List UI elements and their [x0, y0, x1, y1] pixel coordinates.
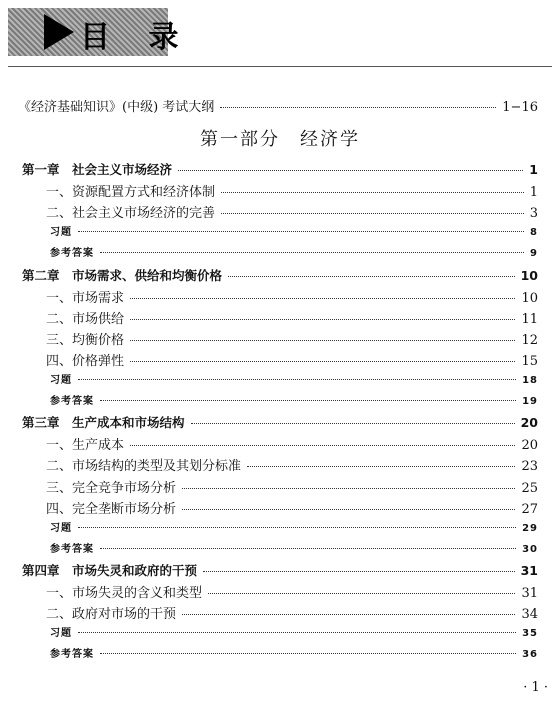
leader-dots: [130, 361, 515, 362]
toc-label: 二、社会主义市场经济的完善: [46, 206, 216, 222]
toc-entry-small: [50, 223, 538, 238]
leader-dots: [191, 423, 515, 424]
leader-dots: [228, 276, 515, 277]
toc-entry-section: [46, 434, 538, 453]
leader-dots: [182, 509, 515, 510]
toc-page: 31: [520, 562, 538, 578]
toc-entry-section: [46, 477, 538, 496]
leader-dots: [182, 614, 515, 615]
leader-dots: [247, 466, 515, 467]
leader-dots: [203, 571, 515, 572]
toc-label: 参考答案: [50, 649, 94, 661]
toc-entry-small: [50, 540, 538, 555]
toc-page: 20: [521, 438, 538, 454]
toc-page: 31: [521, 586, 538, 601]
toc-label: 第二章 市场需求、供给和均衡价格: [22, 267, 223, 283]
leader-dots: [78, 379, 516, 380]
toc-page: 18: [522, 375, 538, 386]
toc-entry-section: [46, 498, 538, 517]
leader-dots: [78, 527, 516, 528]
leader-dots: [130, 340, 515, 341]
leader-dots: [220, 107, 496, 108]
toc-label: 第三章 生产成本和市场结构: [22, 415, 185, 431]
part-title: 第一部分 经济学: [200, 129, 360, 150]
toc-entry-chapter: [22, 160, 538, 178]
toc-page: 3: [529, 206, 538, 222]
leader-dots: [130, 298, 515, 299]
toc-page: 12: [521, 332, 538, 348]
toc-page: 1: [529, 185, 538, 201]
toc-page: 36: [522, 649, 538, 661]
toc-entry-small: [50, 392, 538, 407]
toc-entry-chapter: [22, 266, 538, 284]
toc-page: 15: [521, 353, 538, 369]
leader-dots: [130, 319, 515, 320]
toc-page: 30: [522, 543, 538, 555]
toc-label: 一、资源配置方式和经济体制: [46, 185, 216, 201]
toc-entry-small: [50, 519, 538, 534]
toc-page: 34: [521, 607, 538, 623]
toc-page: 20: [520, 415, 538, 431]
toc-entry-chapter: [22, 561, 538, 579]
toc-label: 参考答案: [50, 543, 94, 555]
toc-entry-section: [46, 582, 538, 601]
toc-entry-small: [50, 244, 538, 259]
toc-label: 二、政府对市场的干预: [46, 607, 177, 623]
toc-label: 习题: [50, 522, 72, 534]
leader-dots: [100, 548, 516, 549]
toc-entry-chapter: [22, 413, 538, 431]
toc-label: 一、市场需求: [46, 290, 125, 306]
toc-entry-section: [46, 181, 538, 200]
header-rule: [8, 66, 552, 67]
toc-page: 1: [529, 162, 538, 177]
page-title: 目 录: [80, 20, 193, 55]
toc-label: 一、市场失灵的含义和类型: [46, 586, 203, 601]
exam-outline-entry: [18, 96, 538, 115]
toc-label: 习题: [50, 628, 72, 640]
toc-page: 10: [520, 267, 538, 283]
leader-dots: [221, 213, 524, 214]
toc-entry-small: [50, 371, 538, 386]
toc-page: 23: [521, 459, 538, 475]
leader-dots: [182, 488, 515, 489]
toc-page: 25: [521, 480, 538, 496]
toc-entry-section: [46, 329, 538, 348]
toc-entry-section: [46, 202, 538, 221]
toc-entry-section: [46, 455, 538, 474]
leader-dots: [100, 252, 524, 253]
toc-label: 二、市场供给: [46, 311, 125, 327]
toc-label: 三、均衡价格: [46, 332, 125, 348]
toc-page: 29: [522, 522, 538, 534]
toc-page: 19: [522, 396, 538, 408]
toc-label: 第一章 社会主义市场经济: [22, 162, 173, 177]
toc-label: 三、完全竞争市场分析: [46, 480, 177, 496]
toc-label: 第四章 市场失灵和政府的干预: [22, 562, 198, 578]
toc-label: 《经济基础知识》(中级) 考试大纲: [18, 100, 215, 115]
toc-label: 一、生产成本: [46, 438, 125, 454]
toc-entry-section: [46, 308, 538, 327]
toc-entry-section: [46, 603, 538, 622]
leader-dots: [100, 400, 516, 401]
toc-entry-small: [50, 645, 538, 660]
toc-label: 参考答案: [50, 396, 94, 408]
toc-entry-small: [50, 624, 538, 639]
leader-dots: [208, 593, 515, 594]
toc-entry-section: [46, 350, 538, 369]
leader-dots: [78, 632, 516, 633]
toc-label: 二、市场结构的类型及其划分标准: [46, 459, 242, 475]
footer-page-number: · 1 ·: [523, 680, 548, 695]
toc-label: 习题: [50, 375, 72, 386]
leader-dots: [100, 653, 516, 654]
toc-page: 10: [521, 290, 538, 306]
leader-dots: [130, 445, 515, 446]
toc-label: 习题: [50, 227, 72, 239]
leader-dots: [78, 231, 524, 232]
toc-page: 35: [522, 628, 538, 640]
header-arrow-icon: [44, 14, 74, 50]
toc-page: 11: [521, 311, 538, 327]
toc-label: 四、完全垄断市场分析: [46, 501, 177, 517]
toc-page: 1−16: [502, 100, 538, 115]
toc-page: 27: [521, 501, 538, 517]
leader-dots: [221, 192, 524, 193]
toc-label: 四、价格弹性: [46, 353, 125, 369]
toc-label: 参考答案: [50, 248, 94, 260]
toc-page: 9: [530, 248, 538, 260]
toc-entry-section: [46, 287, 538, 306]
toc-page: 8: [530, 227, 538, 239]
leader-dots: [178, 170, 523, 171]
